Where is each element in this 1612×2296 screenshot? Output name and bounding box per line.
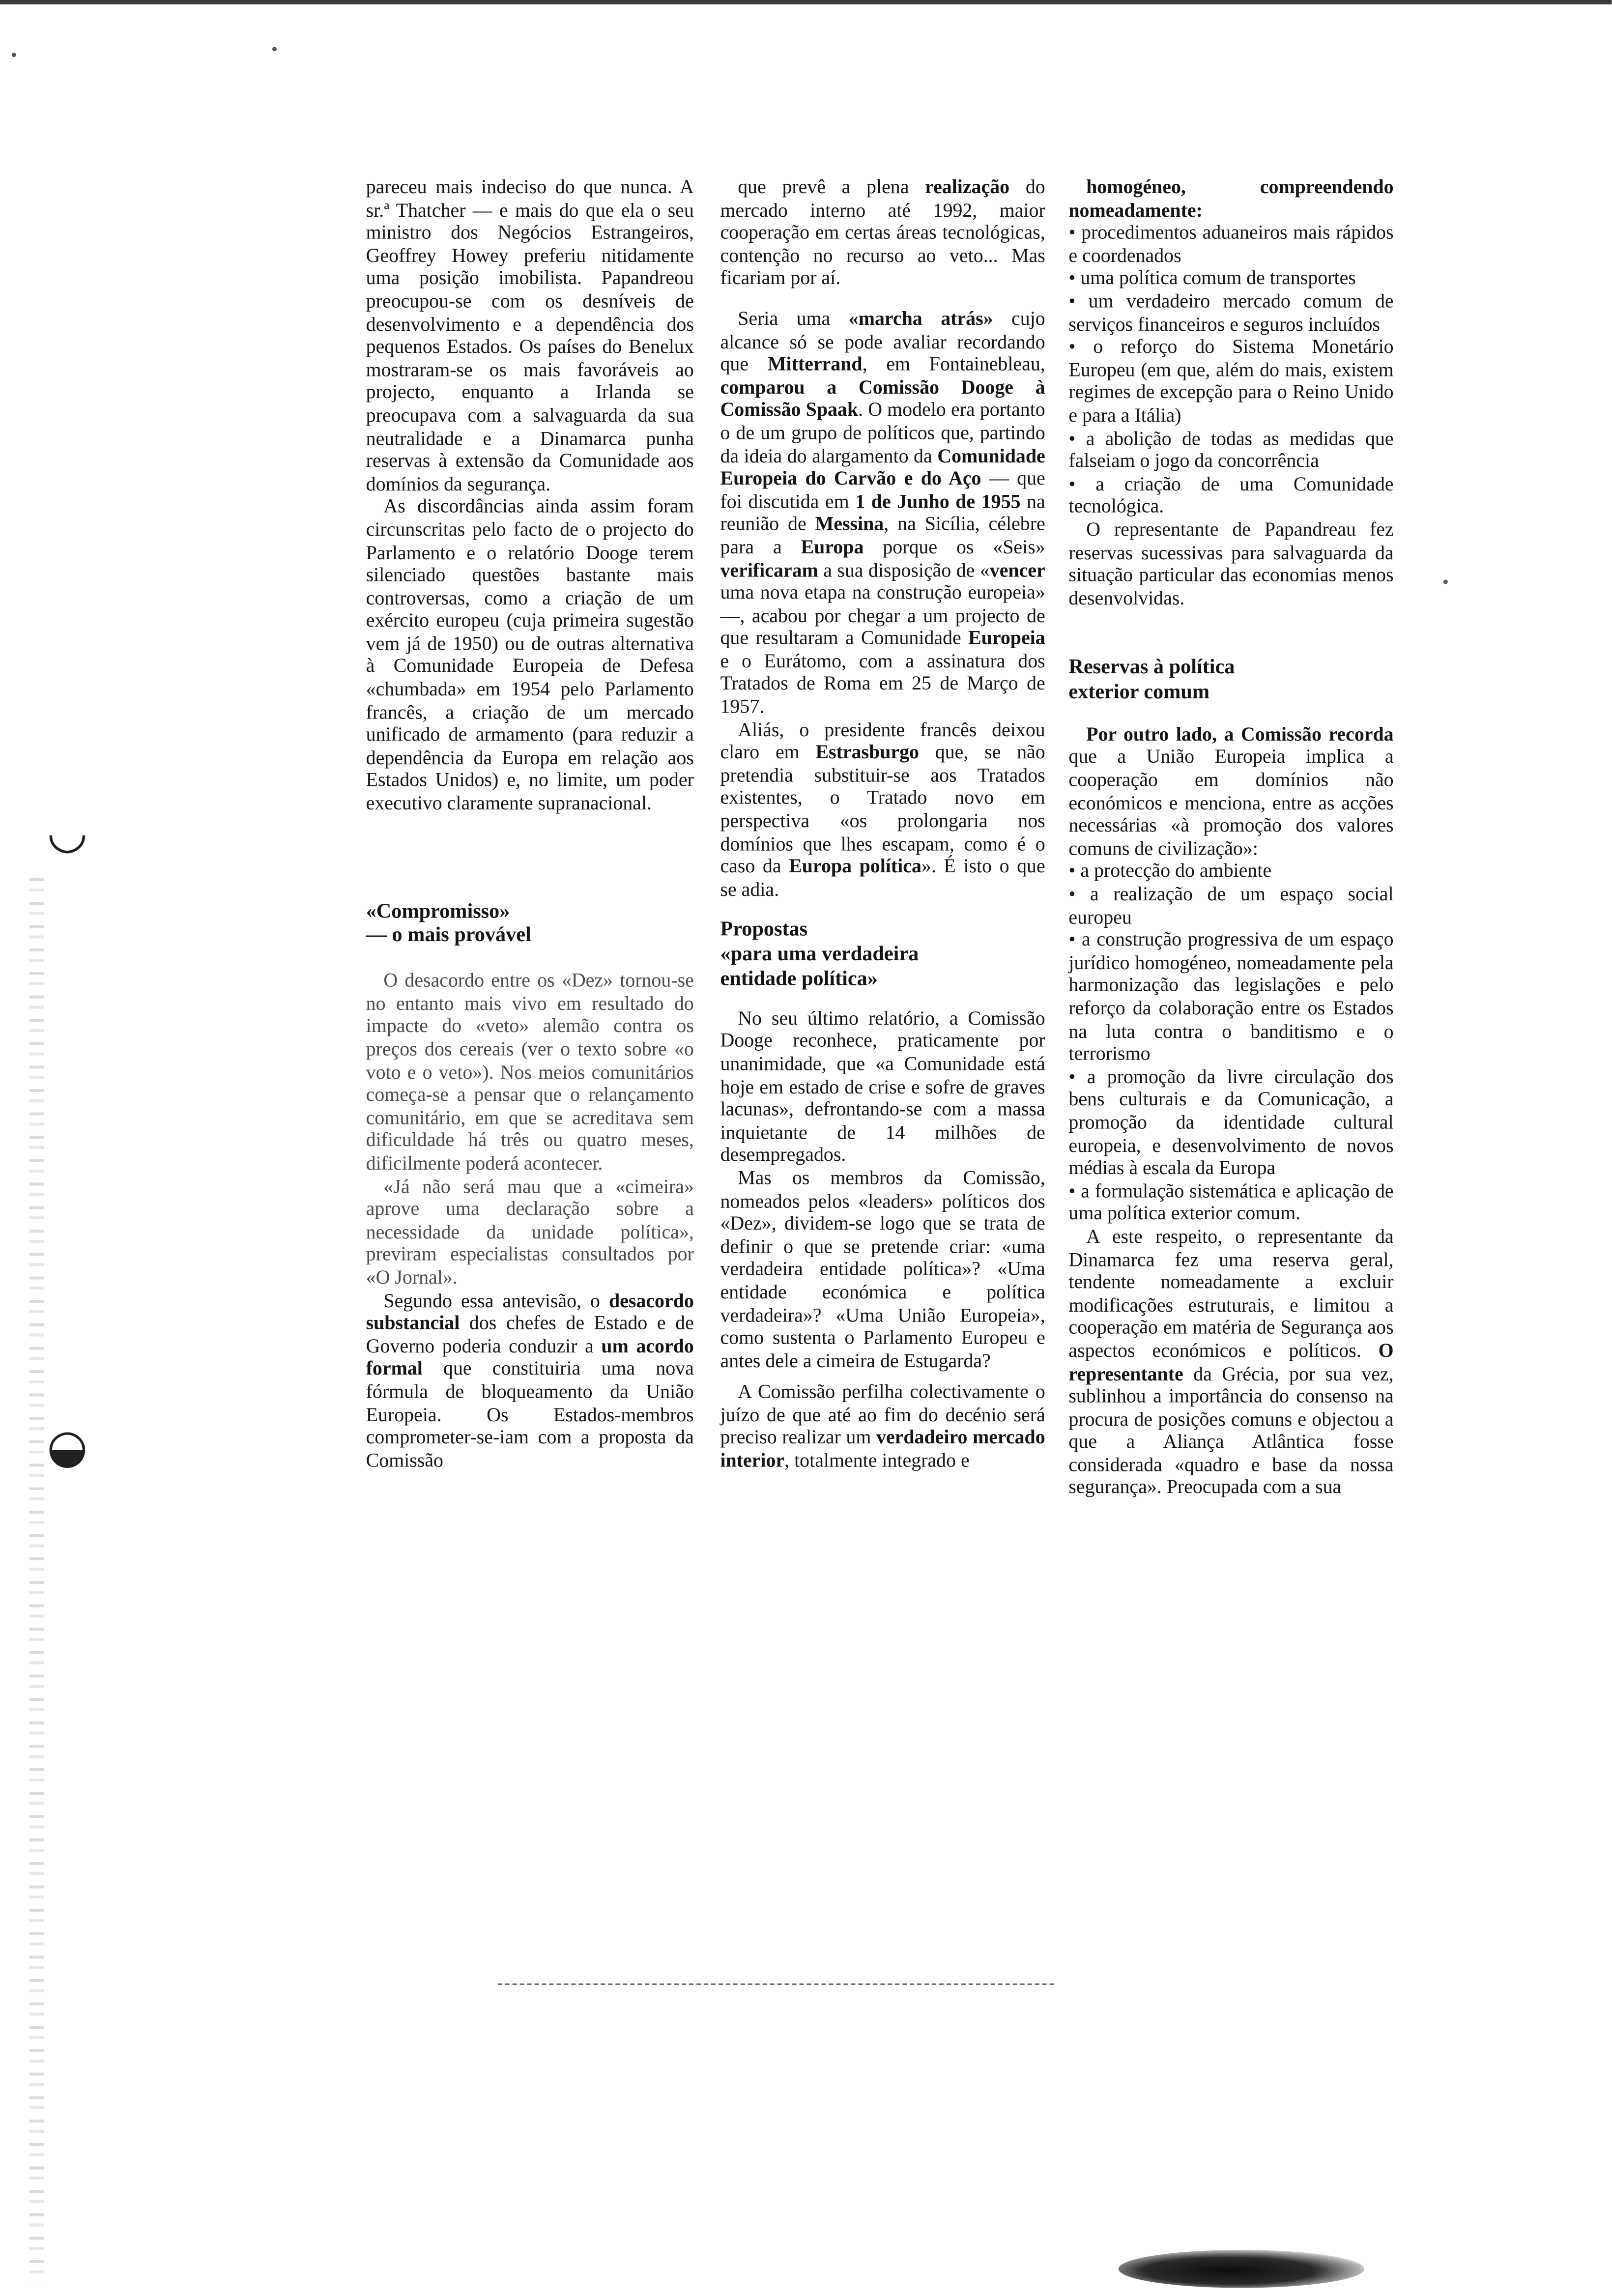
- text-run: cujo alcance só se pode avaliar recordando que: [720, 307, 1045, 375]
- bullet-dot-icon: •: [1068, 289, 1089, 312]
- bullet-text: o reforço do Sistema Monetário Europeu (em que, além do mais, existem regimes de excepção para o Reino Unido e para a Itália): [1068, 335, 1394, 426]
- text-run: e o Eurátomo, com a assinatura dos Tratados de Roma em 25 de Março de 1957.: [720, 650, 1045, 718]
- paragraph: [1068, 1225, 1393, 1499]
- paragraph: Mas os membros da Comissão, nomeados pelos «leaders» políticos dos «Dez», dividem-se logo que se trata de definir o que se pretende criar: «uma verdadeira entidade política»? «Uma entidade económica e política verdadeira»? «Uma União Europeia», como sustenta o Parlamento Europeu e antes dele a cimeira de Estugarda?: [720, 1166, 1045, 1372]
- text-run: A este respeito, o representante da Dinamarca fez uma reserva geral, tendente nomeadamente a excluir modificações estruturais, e limitou a cooperação em matéria de Segurança aos aspectos económicos e políticos.: [1068, 1225, 1394, 1361]
- section-heading-line: Propostas: [720, 918, 808, 942]
- article-column-2: [720, 175, 1045, 1472]
- paragraph: «Já não será mau que a «cimeira» aprove uma declaração sobre a necessidade da unidade política», previram especialistas consultados por «O Jornal».: [366, 1175, 694, 1288]
- scan-speck: [272, 47, 277, 51]
- bullet-dot-icon: •: [1068, 267, 1081, 289]
- text-run: dos chefes de Estado e de Governo poderia conduzir a: [366, 1312, 694, 1357]
- text-run: , na Sicília, célebre para a: [720, 513, 1045, 558]
- text-run: na reunião de: [720, 489, 1045, 535]
- scan-speck: [12, 53, 16, 57]
- section-heading-line: «Compromisso»: [366, 899, 510, 923]
- bullet-dot-icon: •: [1068, 427, 1086, 449]
- emphasis-text: Mitterrand: [767, 353, 863, 375]
- bullet-item: [1068, 883, 1393, 928]
- text-run: do mercado interno até 1992, maior cooperação em certas áreas tecnológicas, contenção no recurso ao veto... Mas ficariam por aí.: [720, 175, 1045, 289]
- bullet-text: a criação de uma Comunidade tecnológica.: [1068, 472, 1394, 517]
- text-run: a sua disposição de «: [818, 558, 990, 581]
- paragraph: pareceu mais indeciso do que nunca. A sr.ª Thatcher — e mais do que ela o seu ministro dos Negócios Estrangeiros, Geoffrey Howey preferiu nitidamente uma posição imobilista. Papandreou preocupou-se com os desníveis de desenvolvimento e a dependência dos pequenos Estados. Os países do Benelux mostraram-se os mais favoráveis ao projecto, enquanto a Irlanda se preocupava com a salvaguarda da sua neutralidade e a Dinamarca punha reservas à extensão da Comunidade aos domínios da segurança.: [366, 175, 694, 494]
- bullet-item: [1068, 427, 1393, 472]
- text-run: que, se não pretendia substituir-se aos Tratados existentes, o Tratado novo em perspectiva «os prolongaria nos domínios que lhes escapam, como é o caso da: [720, 741, 1045, 877]
- emphasis-text: Comunidade Europeia do Carvão e do Aço: [720, 444, 1045, 489]
- scan-speck: [1443, 580, 1448, 584]
- text-run: Seria uma: [738, 307, 849, 330]
- section-heading-line: «para uma verdadeira: [720, 943, 919, 967]
- text-run: porque os «Seis»: [864, 535, 1045, 558]
- section-heading-line: exterior comum: [1068, 681, 1210, 704]
- emphasis-text: homogéneo, compreendendo nomeadamente:: [1068, 175, 1394, 221]
- paragraph: As discordâncias ainda assim foram circunscritas pelo facto de o projecto do Parlamento e o relatório Dooge terem silenciado questões bastante mais controversas, como a criação de um exército europeu (cuja primeira sugestão vem já de 1950) ou de outras alternativa à Comunidade Europeia de Defesa «chumbada» em 1954 pelo Parlamento francês, a criação de um mercado unificado de armamento (para reduzir a dependência da Europa em relação aos Estados Unidos) e, no limite, um poder executivo claramente supranacional.: [366, 495, 694, 814]
- text-run: da Grécia, por sua vez, sublinhou a importância do consenso na procura de posições comuns e objectou a que a Aliança Atlântica fosse considerada «quadro e base da nossa segurança». Preocupada com a sua: [1068, 1362, 1394, 1498]
- text-run: A Comissão perfilha colectivamente o juízo de que até ao fim do decénio será preciso realizar um: [720, 1380, 1045, 1449]
- text-run: uma nova etapa na construção europeia» —, acabou por chegar a um projecto de que resultaram a Comunidade: [720, 581, 1045, 649]
- section-heading-line: — o mais provável: [366, 924, 531, 948]
- section-heading: [1068, 656, 1393, 705]
- bullet-text: a abolição de todas as medidas que falseiam o jogo da concorrência: [1068, 427, 1394, 472]
- bullet-dot-icon: •: [1068, 883, 1090, 905]
- bullet-item: [1068, 1065, 1393, 1179]
- bullet-item: [1068, 267, 1393, 289]
- paragraph: O representante de Papandreau fez reservas sucessivas para salvaguarda da situação particular das economias menos desenvolvidas.: [1068, 518, 1394, 609]
- paragraph: [720, 718, 1045, 901]
- article-column-1: [366, 175, 694, 1471]
- paragraph: [1068, 723, 1393, 860]
- text-run: — que foi discutida em: [720, 467, 1045, 512]
- bullet-item: [1068, 860, 1393, 883]
- binder-hole-upper-icon: ◡: [47, 804, 88, 860]
- emphasis-text: verdadeiro mercado interior: [720, 1426, 1045, 1471]
- bullet-dot-icon: •: [1068, 1179, 1081, 1202]
- bullet-item: [1068, 1179, 1393, 1225]
- text-run: , totalmente integrado e: [784, 1449, 970, 1471]
- section-heading: [366, 900, 694, 949]
- emphasis-text: Estrasburgo: [815, 741, 920, 763]
- text-run: que a União Europeia implica a cooperação em domínios não económicos e menciona, entre as acções necessárias «à promoção dos valores comuns de civilização»:: [1068, 746, 1394, 859]
- section-heading: [720, 918, 1045, 992]
- bullet-dot-icon: •: [1068, 860, 1081, 882]
- emphasis-text: realização: [925, 175, 1010, 198]
- text-run: que constituiria uma nova fórmula de bloqueamento da União Europeia. Os Estados-membros comprometer-se-iam com a proposta da Comissão: [366, 1357, 694, 1471]
- text-run: , em Fontainebleau,: [862, 353, 1045, 375]
- scan-top-edge: [0, 0, 1612, 4]
- paragraph: [720, 175, 1045, 289]
- emphasis-text: verificaram: [720, 558, 818, 581]
- bullet-dot-icon: •: [1068, 472, 1096, 494]
- bullet-text: a formulação sistemática e aplicação de uma política exterior comum.: [1068, 1179, 1394, 1225]
- emphasis-text: 1 de Junho de 1955: [855, 489, 1021, 512]
- bullet-item: [1068, 928, 1393, 1065]
- emphasis-text: Messina: [815, 513, 884, 535]
- text-run: ». É isto o que se adia.: [720, 855, 1045, 900]
- paragraph: O desacordo entre os «Dez» tornou-se no entanto mais vivo em resultado do impacte do «veto» alemão contra os preços dos cereais (ver o texto sobre «o voto e o veto»). Nos meios comunitários começa-se a pensar que o relançamento comunitário, em que se acreditava sem dificuldade há três ou quatro meses, dificilmente poderá acontecer.: [366, 969, 694, 1174]
- emphasis-text: O representante: [1068, 1339, 1394, 1384]
- bullet-item: [1068, 472, 1393, 518]
- text-run: Aliás, o presidente francês deixou claro em: [720, 718, 1045, 763]
- emphasis-text: um acordo formal: [366, 1334, 694, 1379]
- bullet-item: [1068, 221, 1393, 267]
- bullet-text: um verdadeiro mercado comum de serviços financeiros e seguros incluídos: [1068, 289, 1394, 335]
- text-run: que prevê a plena: [738, 175, 925, 198]
- emphasis-text: «marcha atrás»: [848, 307, 993, 330]
- emphasis-text: Por outro lado, a Comissão recorda: [1086, 723, 1394, 745]
- bullet-item: [1068, 290, 1393, 336]
- bullet-dot-icon: •: [1068, 221, 1082, 244]
- bullet-text: a promoção da livre circulação dos bens culturais e da Comunicação, a promoção da identidade cultural europeia, e desenvolvimento de novos médias à escala da Europa: [1068, 1065, 1394, 1179]
- emphasis-text: vencer: [989, 558, 1045, 581]
- bullet-text: uma política comum de transportes: [1080, 267, 1356, 289]
- binder-hole-lower-icon: ◒: [47, 1418, 88, 1474]
- paragraph: [720, 1381, 1045, 1472]
- section-heading-line: Reservas à política: [1068, 656, 1235, 680]
- scan-smudge: [1119, 2250, 1364, 2288]
- bullet-text: procedimentos aduaneiros mais rápidos e coordenados: [1068, 221, 1394, 266]
- bullet-dot-icon: •: [1068, 928, 1082, 950]
- scan-dotted-line: [498, 1983, 1054, 1985]
- emphasis-text: Europeia: [968, 627, 1045, 649]
- section-heading-line: entidade política»: [720, 967, 878, 991]
- text-run: Segundo essa antevisão, o: [383, 1289, 609, 1311]
- bullet-dot-icon: •: [1068, 1065, 1087, 1088]
- scan-edge-noise: [29, 878, 44, 2283]
- bullet-text: a construção progressiva de um espaço jurídico homogéneo, nomeadamente pela harmonização das legislações e pelo reforço da colaboração entre os Estados na luta contra o banditismo e o terrorismo: [1068, 928, 1394, 1065]
- bullet-dot-icon: •: [1068, 335, 1094, 358]
- article-column-3: [1068, 175, 1393, 1499]
- paragraph: [1068, 175, 1393, 221]
- text-run: . O modelo era portanto o de um grupo de políticos que, partindo da ideia do alargamento da: [720, 399, 1045, 466]
- paragraph: [720, 307, 1045, 718]
- paragraph: No seu último relatório, a Comissão Dooge reconhece, praticamente por unanimidade, que «a Comunidade está hoje em estado de crise e sofre de graves lacunas», defrontando-se com a massa inquietante de 14 milhões de desempregados.: [720, 1006, 1045, 1166]
- bullet-text: a realização de um espaço social europeu: [1068, 883, 1394, 928]
- emphasis-text: Europa política: [789, 855, 921, 877]
- emphasis-text: comparou a Comissão Dooge à Comissão Spaak: [720, 375, 1045, 421]
- emphasis-text: desacordo substancial: [366, 1289, 694, 1334]
- bullet-text: a protecção do ambiente: [1080, 860, 1272, 882]
- paragraph: [366, 1289, 694, 1472]
- bullet-item: [1068, 336, 1393, 427]
- emphasis-text: Europa: [801, 535, 864, 558]
